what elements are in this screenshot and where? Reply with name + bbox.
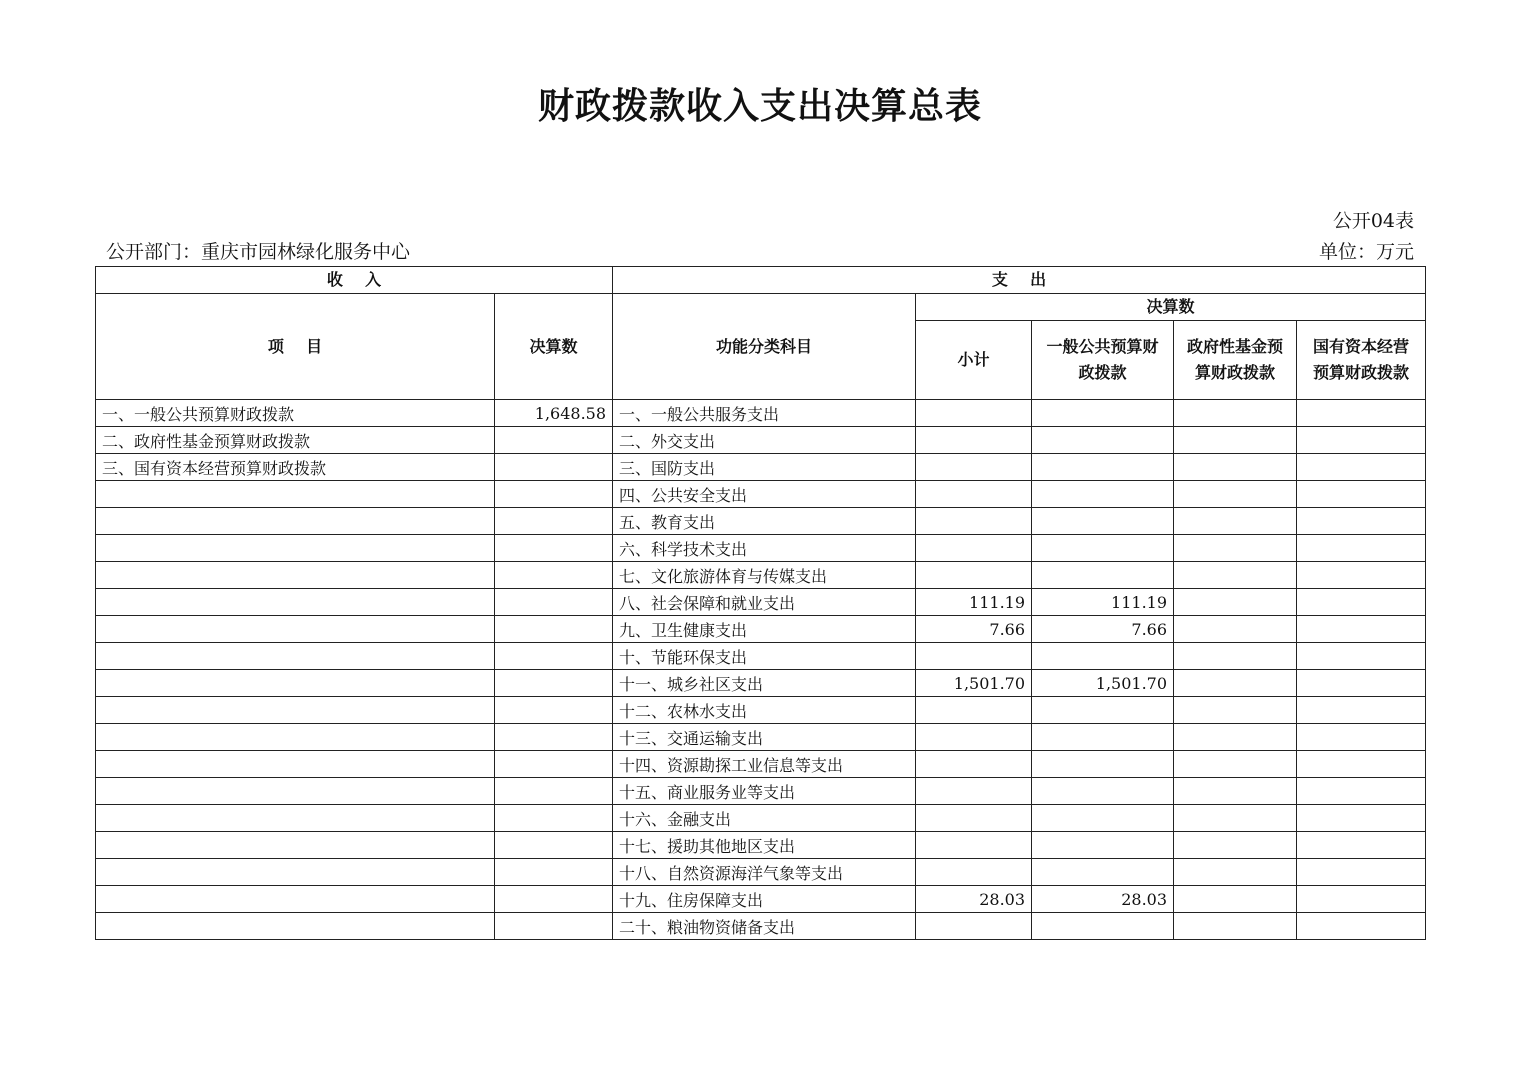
expenditure-item: 十八、自然资源海洋气象等支出 bbox=[613, 859, 916, 886]
general-value bbox=[1032, 427, 1174, 454]
income-amount bbox=[495, 832, 613, 859]
state-capital-header: 国有资本经营预算财政拨款 bbox=[1297, 321, 1426, 400]
gov-fund-value bbox=[1174, 670, 1297, 697]
expenditure-item: 八、社会保障和就业支出 bbox=[613, 589, 916, 616]
unit-label: 单位：万元 bbox=[1318, 241, 1414, 263]
final-amount-header: 决算数 bbox=[495, 294, 613, 400]
expenditure-item: 五、教育支出 bbox=[613, 508, 916, 535]
income-item: 三、国有资本经营预算财政拨款 bbox=[96, 454, 495, 481]
subtotal-value bbox=[916, 427, 1032, 454]
gov-fund-value bbox=[1174, 616, 1297, 643]
gov-fund-value bbox=[1174, 751, 1297, 778]
subtotal-value bbox=[916, 562, 1032, 589]
table-row bbox=[96, 562, 1426, 589]
subtotal-value: 7.66 bbox=[916, 616, 1032, 643]
gov-fund-value bbox=[1174, 832, 1297, 859]
table-row bbox=[96, 778, 1426, 805]
general-value bbox=[1032, 535, 1174, 562]
subtotal-value bbox=[916, 859, 1032, 886]
general-value: 28.03 bbox=[1032, 886, 1174, 913]
income-item: 二、政府性基金预算财政拨款 bbox=[96, 427, 495, 454]
expenditure-item: 十一、城乡社区支出 bbox=[613, 670, 916, 697]
gov-fund-value bbox=[1174, 724, 1297, 751]
general-value: 1,501.70 bbox=[1032, 670, 1174, 697]
expenditure-item: 十五、商业服务业等支出 bbox=[613, 778, 916, 805]
income-item bbox=[96, 886, 495, 913]
department-label: 公开部门：重庆市园林绿化服务中心 bbox=[106, 241, 411, 263]
expenditure-item: 九、卫生健康支出 bbox=[613, 616, 916, 643]
gov-fund-value bbox=[1174, 589, 1297, 616]
table-row bbox=[96, 535, 1426, 562]
income-item bbox=[96, 481, 495, 508]
table-row bbox=[96, 400, 1426, 427]
general-value bbox=[1032, 778, 1174, 805]
subtotal-value bbox=[916, 481, 1032, 508]
expenditure-item: 十二、农林水支出 bbox=[613, 697, 916, 724]
general-value bbox=[1032, 805, 1174, 832]
expenditure-item: 十三、交通运输支出 bbox=[613, 724, 916, 751]
income-item bbox=[96, 670, 495, 697]
gov-fund-header: 政府性基金预算财政拨款 bbox=[1174, 321, 1297, 400]
table-row bbox=[96, 805, 1426, 832]
subtotal-value bbox=[916, 832, 1032, 859]
expenditure-item: 十七、援助其他地区支出 bbox=[613, 832, 916, 859]
subtotal-value bbox=[916, 454, 1032, 481]
budget-summary-table bbox=[95, 266, 1426, 940]
income-amount bbox=[495, 508, 613, 535]
expenditure-item: 十、节能环保支出 bbox=[613, 643, 916, 670]
state-capital-value bbox=[1297, 832, 1426, 859]
income-amount bbox=[495, 589, 613, 616]
income-item bbox=[96, 616, 495, 643]
income-item bbox=[96, 643, 495, 670]
general-value bbox=[1032, 454, 1174, 481]
state-capital-value bbox=[1297, 724, 1426, 751]
table-row bbox=[96, 454, 1426, 481]
income-amount bbox=[495, 670, 613, 697]
income-item bbox=[96, 805, 495, 832]
final-amount-group-header: 决算数 bbox=[916, 294, 1426, 321]
subtotal-value bbox=[916, 400, 1032, 427]
state-capital-value bbox=[1297, 643, 1426, 670]
gov-fund-value bbox=[1174, 643, 1297, 670]
gov-fund-value bbox=[1174, 427, 1297, 454]
table-row bbox=[96, 589, 1426, 616]
function-category-header: 功能分类科目 bbox=[613, 294, 916, 400]
expenditure-item: 七、文化旅游体育与传媒支出 bbox=[613, 562, 916, 589]
general-value bbox=[1032, 832, 1174, 859]
income-item bbox=[96, 724, 495, 751]
state-capital-value bbox=[1297, 697, 1426, 724]
subtotal-value bbox=[916, 805, 1032, 832]
subtotal-value bbox=[916, 643, 1032, 670]
expenditure-item: 二十、粮油物资储备支出 bbox=[613, 913, 916, 940]
general-public-header: 一般公共预算财政拨款 bbox=[1032, 321, 1174, 400]
income-amount bbox=[495, 778, 613, 805]
general-value bbox=[1032, 562, 1174, 589]
income-item bbox=[96, 913, 495, 940]
page-title: 财政拨款收入支出决算总表 bbox=[537, 86, 982, 127]
table-row bbox=[96, 670, 1426, 697]
income-item bbox=[96, 535, 495, 562]
income-amount bbox=[495, 535, 613, 562]
gov-fund-value bbox=[1174, 805, 1297, 832]
state-capital-value bbox=[1297, 751, 1426, 778]
subtotal-value bbox=[916, 724, 1032, 751]
general-value bbox=[1032, 400, 1174, 427]
general-value: 111.19 bbox=[1032, 589, 1174, 616]
gov-fund-value bbox=[1174, 859, 1297, 886]
gov-fund-value bbox=[1174, 913, 1297, 940]
gov-fund-value bbox=[1174, 697, 1297, 724]
gov-fund-value bbox=[1174, 535, 1297, 562]
income-amount bbox=[495, 481, 613, 508]
income-amount bbox=[495, 427, 613, 454]
general-value bbox=[1032, 751, 1174, 778]
income-item bbox=[96, 589, 495, 616]
form-number: 公开04表 bbox=[1332, 210, 1414, 232]
state-capital-value bbox=[1297, 589, 1426, 616]
state-capital-value bbox=[1297, 427, 1426, 454]
state-capital-value bbox=[1297, 670, 1426, 697]
gov-fund-value bbox=[1174, 562, 1297, 589]
income-amount: 1,648.58 bbox=[495, 400, 613, 427]
subtotal-value: 28.03 bbox=[916, 886, 1032, 913]
table-row bbox=[96, 508, 1426, 535]
income-item bbox=[96, 859, 495, 886]
general-value bbox=[1032, 697, 1174, 724]
subtotal-value bbox=[916, 913, 1032, 940]
state-capital-value bbox=[1297, 481, 1426, 508]
general-value bbox=[1032, 859, 1174, 886]
state-capital-value bbox=[1297, 805, 1426, 832]
general-value bbox=[1032, 643, 1174, 670]
item-header: 项 目 bbox=[96, 294, 495, 400]
expenditure-item: 十九、住房保障支出 bbox=[613, 886, 916, 913]
expenditure-item: 十四、资源勘探工业信息等支出 bbox=[613, 751, 916, 778]
gov-fund-value bbox=[1174, 454, 1297, 481]
table-row bbox=[96, 643, 1426, 670]
gov-fund-value bbox=[1174, 778, 1297, 805]
state-capital-value bbox=[1297, 454, 1426, 481]
table-row bbox=[96, 697, 1426, 724]
subtotal-value bbox=[916, 697, 1032, 724]
gov-fund-value bbox=[1174, 400, 1297, 427]
expenditure-item: 六、科学技术支出 bbox=[613, 535, 916, 562]
state-capital-value bbox=[1297, 562, 1426, 589]
subtotal-value bbox=[916, 535, 1032, 562]
table-row bbox=[96, 427, 1426, 454]
state-capital-value bbox=[1297, 535, 1426, 562]
state-capital-value bbox=[1297, 913, 1426, 940]
income-amount bbox=[495, 859, 613, 886]
expenditure-item: 四、公共安全支出 bbox=[613, 481, 916, 508]
general-value: 7.66 bbox=[1032, 616, 1174, 643]
table-row bbox=[96, 616, 1426, 643]
state-capital-value bbox=[1297, 778, 1426, 805]
income-item bbox=[96, 751, 495, 778]
expenditure-item: 三、国防支出 bbox=[613, 454, 916, 481]
general-value bbox=[1032, 508, 1174, 535]
subtotal-value bbox=[916, 778, 1032, 805]
gov-fund-value bbox=[1174, 481, 1297, 508]
state-capital-value bbox=[1297, 616, 1426, 643]
state-capital-value bbox=[1297, 400, 1426, 427]
subtotal-value bbox=[916, 508, 1032, 535]
income-amount bbox=[495, 805, 613, 832]
income-item bbox=[96, 778, 495, 805]
income-amount bbox=[495, 886, 613, 913]
table-row bbox=[96, 913, 1426, 940]
income-item bbox=[96, 562, 495, 589]
income-amount bbox=[495, 724, 613, 751]
income-item bbox=[96, 508, 495, 535]
income-amount bbox=[495, 913, 613, 940]
table-row bbox=[96, 859, 1426, 886]
expenditure-item: 二、外交支出 bbox=[613, 427, 916, 454]
income-amount bbox=[495, 454, 613, 481]
table-row bbox=[96, 751, 1426, 778]
general-value bbox=[1032, 913, 1174, 940]
expenditure-item: 一、一般公共服务支出 bbox=[613, 400, 916, 427]
subtotal-value bbox=[916, 751, 1032, 778]
income-amount bbox=[495, 643, 613, 670]
table-row bbox=[96, 832, 1426, 859]
income-item: 一、一般公共预算财政拨款 bbox=[96, 400, 495, 427]
state-capital-value bbox=[1297, 508, 1426, 535]
table-body bbox=[96, 400, 1426, 940]
income-item bbox=[96, 697, 495, 724]
table-row bbox=[96, 886, 1426, 913]
state-capital-value bbox=[1297, 886, 1426, 913]
subtotal-header: 小计 bbox=[916, 321, 1032, 400]
table-row bbox=[96, 724, 1426, 751]
subtotal-value: 1,501.70 bbox=[916, 670, 1032, 697]
income-item bbox=[96, 832, 495, 859]
income-amount bbox=[495, 751, 613, 778]
state-capital-value bbox=[1297, 859, 1426, 886]
gov-fund-value bbox=[1174, 508, 1297, 535]
income-amount bbox=[495, 562, 613, 589]
income-header: 收 入 bbox=[96, 267, 613, 294]
income-amount bbox=[495, 697, 613, 724]
subtotal-value: 111.19 bbox=[916, 589, 1032, 616]
general-value bbox=[1032, 481, 1174, 508]
general-value bbox=[1032, 724, 1174, 751]
expenditure-item: 十六、金融支出 bbox=[613, 805, 916, 832]
gov-fund-value bbox=[1174, 886, 1297, 913]
income-amount bbox=[495, 616, 613, 643]
expenditure-header: 支 出 bbox=[613, 267, 1426, 294]
table-row bbox=[96, 481, 1426, 508]
